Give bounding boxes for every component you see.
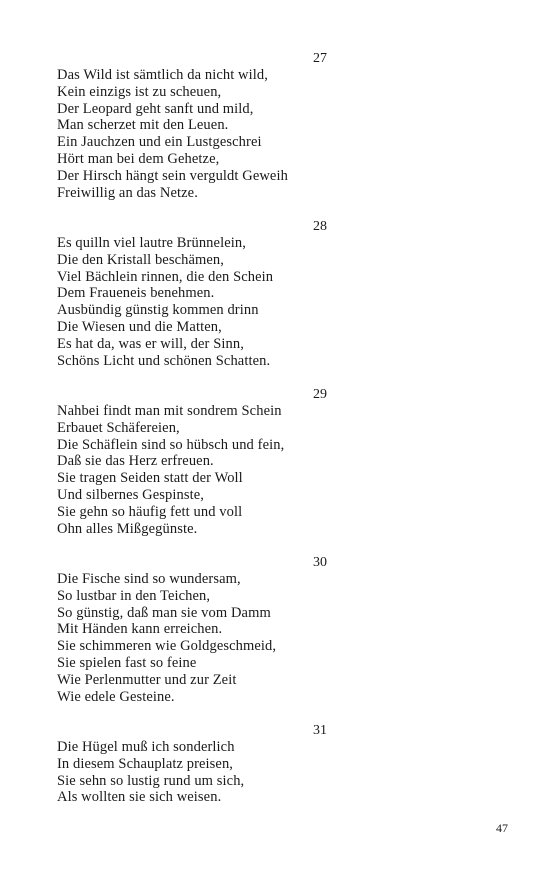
stanza-30 [57,554,327,705]
stanza-number: 30 [313,555,327,570]
verse-line: Die Fische sind so wundersam, [57,571,241,587]
verse-line: Wie Perlenmutter und zur Zeit [57,671,237,688]
verse-line: Hört man bei dem Gehetze, [57,150,220,167]
verse-line: Erbauet Schäfereien, [57,419,180,436]
verse-line: Sie schimmeren wie Goldgeschmeid, [57,638,277,655]
verse-line: Ohn alles Mißgegünste. [57,520,198,537]
stanza-number: 29 [313,387,327,402]
verse-line: Die Hügel muß ich sonderlich [57,739,235,755]
verse-line: Dem Fraueneis benehmen. [57,285,215,302]
verse-line: Sie tragen Seiden statt der Woll [57,470,243,487]
page-number: 47 [496,821,508,835]
verse-line: Viel Bächlein rinnen, die den Schein [57,268,274,285]
verse-line: Daß sie das Herz erfreuen. [57,453,214,470]
verse-line: Die Schäflein sind so hübsch und fein, [57,436,285,453]
stanza-number: 28 [313,219,327,234]
verse-line: Und silbernes Gespinste, [57,486,204,503]
verse-line: Das Wild ist sämtlich da nicht wild, [57,67,268,83]
stanza-28 [57,218,327,369]
verse-line: Man scherzet mit den Leuen. [57,117,229,134]
verse-line: So günstig, daß man sie vom Damm [57,604,271,621]
verse-line: Es hat da, was er will, der Sinn, [57,335,244,352]
verse-line: Mit Händen kann erreichen. [57,621,223,638]
verse-line: Der Hirsch hängt sein verguldt Geweih [57,167,288,184]
verse-line: Ausbündig günstig kommen drinn [57,302,259,319]
verse-line: Als wollten sie sich weisen. [57,789,222,806]
verse-line: Sie spielen fast so feine [57,654,197,671]
verse-line: Sie gehn so häufig fett und voll [57,503,243,520]
verse-line: In diesem Schauplatz preisen, [57,755,234,772]
stanza-number: 27 [313,51,327,66]
verse-line: Es quilln viel lautre Brünnelein, [57,235,246,251]
verse-line: So lustbar in den Teichen, [57,587,211,604]
verse-line: Die den Kristall beschämen, [57,251,224,268]
verse-line: Wie edele Gesteine. [57,688,175,705]
verse-line: Sie sehn so lustig rund um sich, [57,772,245,789]
stanza-29 [57,386,327,537]
verse-line: Ein Jauchzen und ein Lustgeschrei [57,134,262,151]
stanza-27 [57,50,327,201]
verse-line: Kein einzigs ist zu scheuen, [57,83,222,100]
verse-line: Nahbei findt man mit sondrem Schein [57,403,282,419]
verse-line: Schöns Licht und schönen Schatten. [57,352,271,369]
verse-line: Freiwillig an das Netze. [57,184,198,201]
verse-line: Die Wiesen und die Matten, [57,318,222,335]
stanza-number: 31 [313,723,327,738]
stanza-31 [57,722,327,806]
verse-line: Der Leopard geht sanft und mild, [57,100,254,117]
